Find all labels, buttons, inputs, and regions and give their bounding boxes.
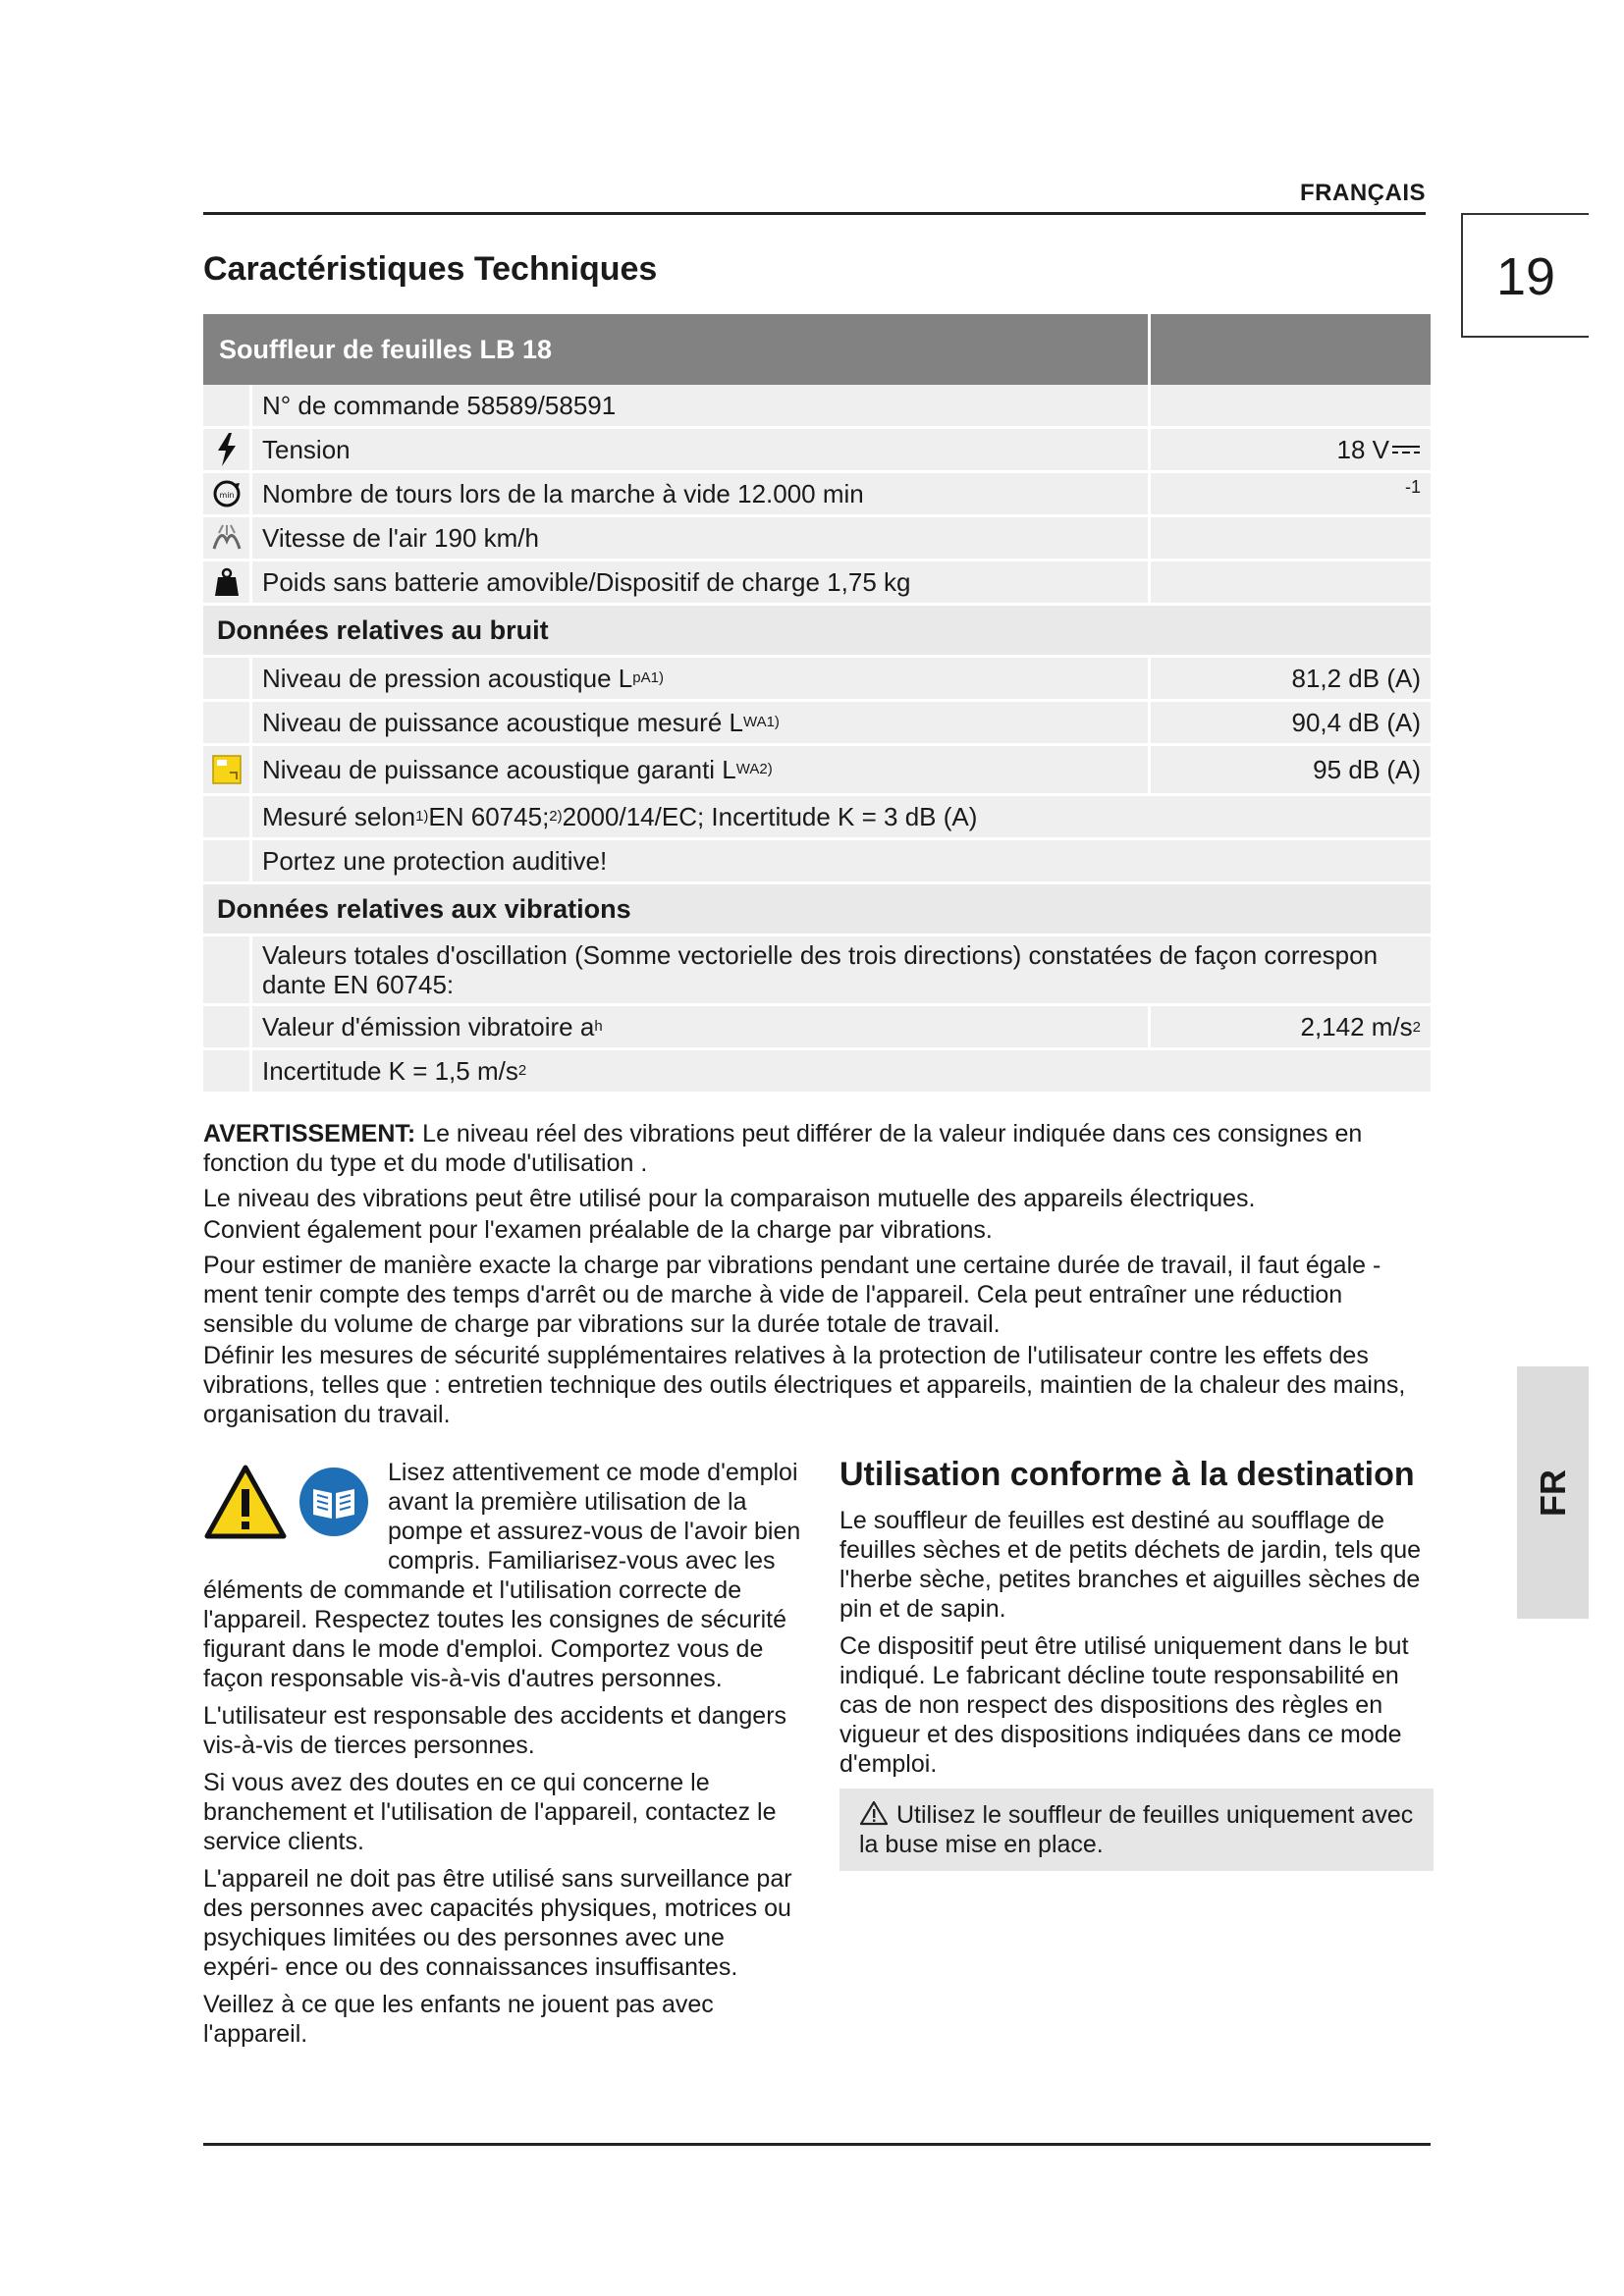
warning-paragraph: Convient également pour l'examen préalable de la charge par vibrations. (203, 1216, 993, 1244)
svg-text:min: min (218, 491, 235, 500)
left-paragraph: Si vous avez des doutes en ce qui concerne le branchement et l'utilisation de l'appareil, contactez le service clients. (203, 1769, 777, 1855)
sound-power-measured-value: 90,4 dB (A) (1151, 702, 1431, 743)
read-manual-icon (298, 1466, 370, 1538)
weight-icon (214, 567, 240, 597)
intended-use-heading: Utilisation conforme à la destination (839, 1456, 1415, 1493)
sound-pressure-value: 81,2 dB (A) (1151, 658, 1431, 699)
language-tab-label: FR (1532, 1468, 1573, 1517)
table-row (203, 1006, 1431, 1050)
voltage-label: Tension (252, 429, 1151, 470)
table-row (203, 796, 1431, 840)
table-row (203, 473, 1431, 517)
language-side-tab (1517, 1366, 1589, 1619)
lightning-icon (215, 433, 239, 466)
vibration-uncertainty: Incertitude K = 1,5 m/s 2 (252, 1050, 1431, 1092)
warning-paragraph: Le niveau des vibrations peut être utilisé pour la comparaison mutuelle des appareils électriques. (203, 1185, 1256, 1212)
noise-heading: Données relatives au bruit (203, 606, 1431, 658)
table-row (203, 429, 1431, 473)
table-row (203, 658, 1431, 702)
icon-cell-empty (203, 385, 252, 426)
rpm-icon (212, 479, 242, 508)
vibration-emission-label: Valeur d'émission vibratoire a h (252, 1006, 1151, 1047)
bottom-rule (203, 2143, 1431, 2146)
right-paragraph: Le souffleur de feuilles est destiné au soufflage de feuilles sèches et de petits déchets de jardin, tels que l'herbe sèche, petites branches et aiguilles sèches de pin et de sapin. (839, 1507, 1422, 1623)
right-paragraph: Ce dispositif peut être utilisé uniquement dans le but indiqué. Le fabricant décline toute responsabilité en cas de non respect des dispositions des règles en vigueur et des dispositions indiquées dans ce mode d'emploi. (839, 1632, 1409, 1778)
table-row (203, 517, 1431, 561)
dc-symbol-icon (1391, 442, 1421, 457)
top-rule (203, 212, 1426, 215)
safety-instructions (203, 1458, 802, 2056)
vibration-emission-value: 2,142 m/s 2 (1151, 1006, 1431, 1047)
left-paragraph: Lisez attentivement ce mode d'emploi avant la première utilisation de la pompe et assurez-vous de l'avoir bien compris. Familiarisez-vous avec les éléments de commande et l'utilisation correcte de l'appareil. Respectez toutes les consignes de sécurité figurant dans le mode d'emploi. Comportez vous de façon responsable vis-à-vis d'autres personnes. (203, 1459, 801, 1692)
spec-table (203, 314, 1431, 1095)
left-paragraph: L'appareil ne doit pas être utilisé sans surveillance par des personnes avec capacités physiques, motrices ou psychiques limitées ou des personnes avec une expéri- ence ou des connaissances insuffisantes. (203, 1865, 792, 1981)
sound-power-guaranteed-label: Niveau de puissance acoustique garanti L WA 2) (252, 746, 1151, 793)
table-row (203, 840, 1431, 884)
sound-power-guaranteed-value: 95 dB (A) (1151, 746, 1431, 793)
value-empty (1151, 385, 1431, 426)
warning-lead: AVERTISSEMENT: (203, 1120, 416, 1148)
measurement-standard: Mesuré selon 1) EN 60745; 2) 2000/14/EC; Incertitude K = 3 dB (A) (252, 796, 1431, 837)
value-empty (1151, 517, 1431, 559)
order-number: N° de commande 58589/58591 (252, 385, 1151, 426)
caution-triangle-icon (859, 1800, 889, 1826)
guaranteed-noise-label-icon (212, 755, 242, 784)
left-paragraph: L'utilisateur est responsable des accidents et dangers vis-à-vis de tierces personnes. (203, 1702, 787, 1759)
table-row (203, 561, 1431, 606)
table-row (203, 1050, 1431, 1095)
vibration-total: Valeurs totales d'oscillation (Somme vectorielle des trois directions) constatées de façon correspon dante EN 60745: (252, 936, 1431, 1003)
hearing-protection: Portez une protection auditive! (252, 840, 1431, 881)
table-row (203, 746, 1431, 796)
weight: Poids sans batterie amovible/Dispositif de charge 1,75 kg (252, 561, 1151, 603)
table-title: Souffleur de feuilles LB 18 (203, 314, 1151, 385)
sound-power-measured-label: Niveau de puissance acoustique mesuré L WA 1) (252, 702, 1151, 743)
section-title: Caractéristiques Techniques (203, 250, 658, 288)
voltage-value: 18 V (1151, 429, 1431, 470)
warning-triangle-icon (203, 1464, 288, 1540)
rpm-label: Nombre de tours lors de la marche à vide 12.000 min (252, 473, 1151, 514)
table-row (203, 936, 1431, 1006)
table-row (203, 385, 1431, 429)
warning-paragraph: Pour estimer de manière exacte la charge par vibrations pendant une certaine durée de travail, il faut égale - ment tenir compte des temps d'arrêt ou de marche à vide de l'appareil. Cela peut entraîner une réduction sensible du volume de charge par vibrations sur la durée totale de travail. (203, 1252, 1381, 1338)
table-row (203, 702, 1431, 746)
rpm-unit: -1 (1151, 473, 1431, 514)
table-header (203, 314, 1431, 385)
sound-pressure-label: Niveau de pression acoustique L pA 1) (252, 658, 1151, 699)
intended-use (839, 1455, 1434, 1871)
nozzle-info-box: Utilisez le souffleur de feuilles uniquement avec la buse mise en place. (839, 1789, 1434, 1871)
vibration-warning: AVERTISSEMENT: Le niveau réel des vibrations peut différer de la valeur indiquée dans ces consignes en fonction du type et du mode d'utilisation . Le niveau des vibrations peut être utilisé pour la comparaison mutuelle des appareils électriques. Convient également pour l'examen préalable de la charge par vibrations. Pour estimer de manière exacte la charge par vibrations pendant une certaine durée de travail, il faut égale - ment tenir compte des temps d'arrêt ou de marche à vide de l'appareil. Cela peut entraîner une réduction sensible du volume de charge par vibrations sur la durée totale de travail. Définir les mesures de sécurité supplémentaires relatives à la protection de l'utilisateur contre les effets des vibrations, telles que : entretien technique des outils électriques et appareils, maintien de la chaleur des mains, organisation du travail. (203, 1119, 1421, 1435)
vibration-heading: Données relatives aux vibrations (203, 884, 1431, 936)
table-header-empty (1151, 314, 1431, 385)
language-header: FRANÇAIS (1300, 180, 1426, 206)
air-speed: Vitesse de l'air 190 km/h (252, 517, 1151, 559)
left-paragraph: Veillez à ce que les enfants ne jouent pas avec l'appareil. (203, 1991, 714, 2048)
value-empty (1151, 561, 1431, 603)
page-number: 19 (1461, 213, 1589, 338)
air-speed-icon (211, 523, 243, 553)
warning-paragraph: Définir les mesures de sécurité supplémentaires relatives à la protection de l'utilisateur contre les effets des vibrations, telles que : entretien technique des outils électriques et appareils, maintien de la chaleur des mains, organisation du travail. (203, 1342, 1406, 1428)
